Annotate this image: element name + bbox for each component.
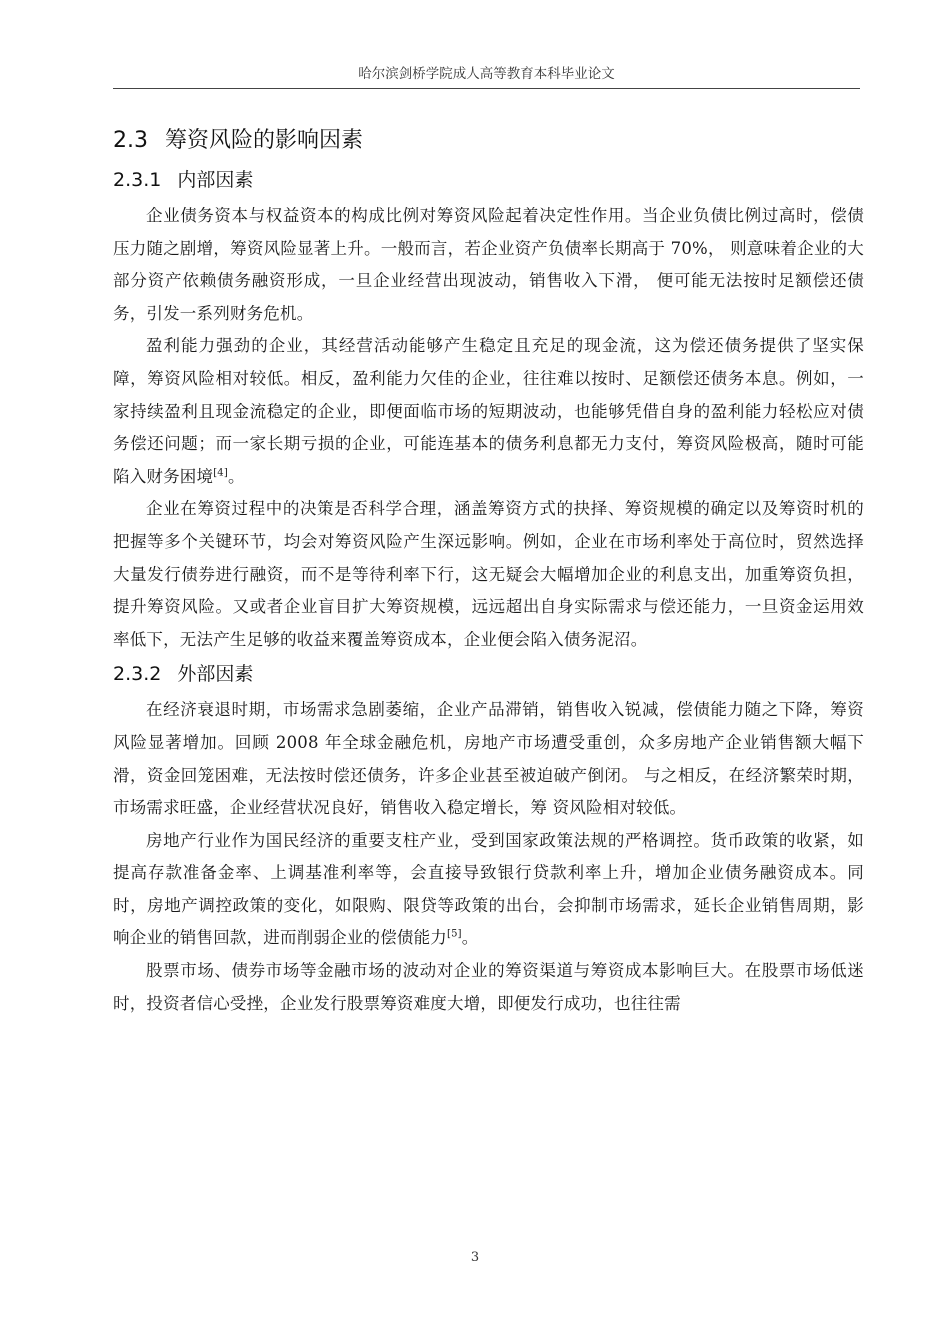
section-heading	[113, 126, 864, 156]
header-rule	[113, 88, 860, 89]
paragraph	[113, 330, 864, 493]
paragraph-text: 房地产行业作为国民经济的重要支柱产业，受到国家政策法规的严格调控。货币政策的收紧，如提高存款准备金率、上调基准利率等，会直接导致银行贷款利率上升，增加企业债务融资成本。同时，房地产调控政策的变化，如限购、限贷等政策的出台，会抑制市场需求，延长企业销售周期，影响企业的销售回款，进而削弱企业的偿债能力	[113, 830, 864, 948]
subsection-heading-internal	[113, 166, 864, 194]
paragraph-text: 盈利能力强劲的企业，其经营活动能够产生稳定且充足的现金流，这为偿还债务提供了坚实保障，筹资风险相对较低。相反，盈利能力欠佳的企业，往往难以按时、足额偿还债务本息。例如，一家持续盈利且现金流稳定的企业，即便面临市场的短期波动，也能够凭借自身的盈利能力轻松应对债务偿还问题；而一家长期亏损的企业，可能连基本的债务利息都无力支付，筹资风险极高，随时可能陷入财务困境	[113, 336, 864, 486]
section-title: 筹资风险的影响因素	[165, 128, 364, 153]
subsection-title: 外部因素	[177, 663, 254, 686]
page-content	[113, 116, 864, 1020]
paragraph-text: 企业债务资本与权益资本的构成比例对筹资风险起着决定性作用。当企业负债比例过高时，偿债压力随之剧增，筹资风险显著上升。一般而言，若企业资产负债率长期高于 70%， 则意味着企业的大部分资产依赖债务融资形成，一旦企业经营出现波动，销售收入下滑， 便可能无法按时足额偿还债务，引发一系列财务危机。	[113, 206, 864, 323]
page-header: 哈尔滨剑桥学院成人高等教育本科毕业论文	[358, 66, 615, 82]
section-number: 2.3	[113, 128, 148, 153]
paragraph-tail: 。	[227, 466, 245, 486]
paragraph-text: 在经济衰退时期，市场需求急剧萎缩，企业产品滞销，销售收入锐减，偿债能力随之下降，筹资风险显著增加。回顾 2008 年全球金融危机，房地产市场遭受重创，众多房地产企业销售额大幅下滑，资金回笼困难，无法按时偿还债务，许多企业甚至被迫破产倒闭。 与之相反，在经济繁荣时期，市场需求旺盛，企业经营状况良好，销售收入稳定增长，筹 资风险相对较低。	[113, 700, 864, 818]
paragraph-tail: 。	[461, 928, 479, 948]
subsection-number: 2.3.1	[113, 169, 162, 191]
paragraph	[113, 493, 864, 656]
paragraph	[113, 200, 864, 330]
paragraph	[113, 694, 864, 824]
subsection-heading-external	[113, 660, 864, 688]
paragraph	[113, 825, 864, 955]
paragraph-text: 股票市场、债券市场等金融市场的波动对企业的筹资渠道与筹资成本影响巨大。在股票市场低迷时，投资者信心受挫，企业发行股票筹资难度大增，即便发行成功，也往往需	[113, 961, 864, 1013]
subsection-number: 2.3.2	[113, 663, 162, 686]
page-number: 3	[470, 1250, 480, 1265]
citation-ref: [5]	[447, 928, 462, 940]
subsection-title: 内部因素	[177, 169, 254, 191]
citation-ref: [4]	[213, 467, 228, 479]
paragraph-text: 企业在筹资过程中的决策是否科学合理，涵盖筹资方式的抉择、筹资规模的确定以及筹资时机的把握等多个关键环节，均会对筹资风险产生深远影响。例如，企业在市场利率处于高位时，贸然选择大量发行债券进行融资，而不是等待利率下行，这无疑会大幅增加企业的利息支出，加重筹资负担，提升筹资风险。又或者企业盲目扩大筹资规模，远远超出自身实际需求与偿还能力，一旦资金运用效率低下，无法产生足够的收益来覆盖筹资成本，企业便会陷入债务泥沼。	[113, 499, 864, 649]
paragraph	[113, 955, 864, 1020]
